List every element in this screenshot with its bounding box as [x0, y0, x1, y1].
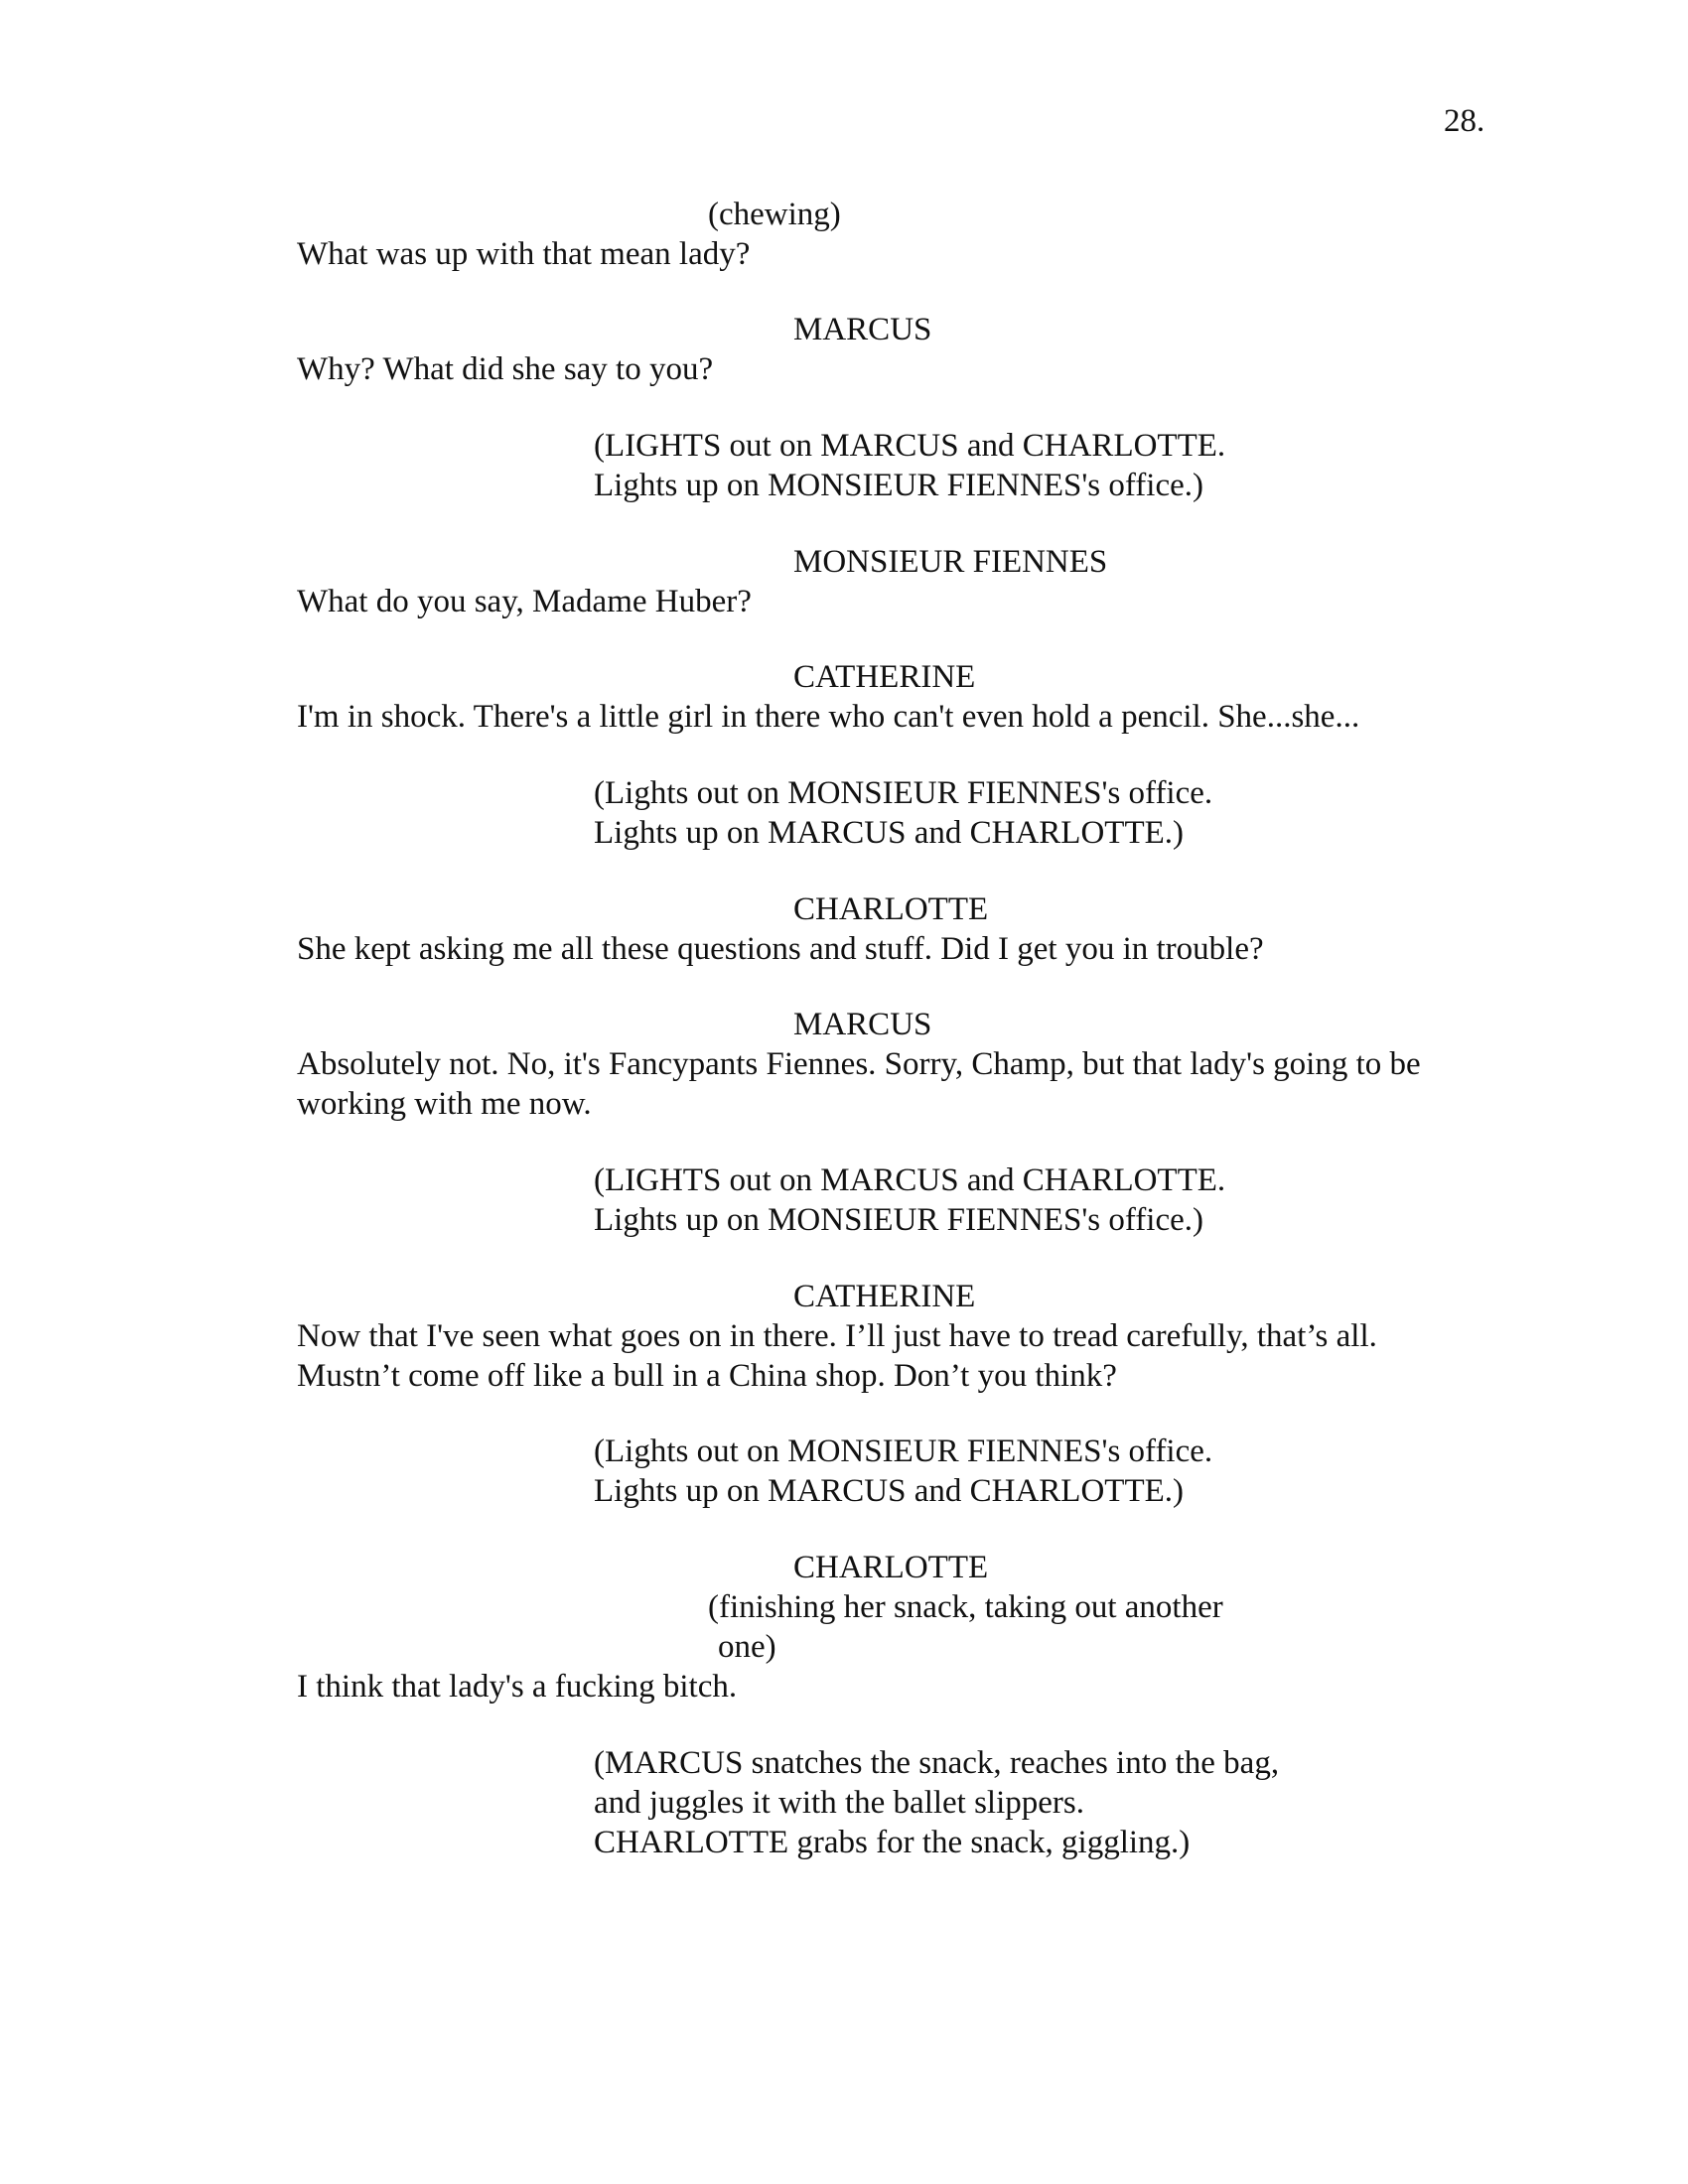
dialogue-line: What do you say, Madame Huber? [297, 584, 752, 619]
dialogue-line: working with me now. [297, 1086, 592, 1122]
parenthetical: (chewing) [708, 197, 841, 232]
stage-direction: (LIGHTS out on MARCUS and CHARLOTTE. [594, 428, 1226, 464]
character-name: MONSIEUR FIENNES [793, 544, 1108, 580]
character-name: CATHERINE [793, 1279, 976, 1314]
stage-direction: Lights up on MONSIEUR FIENNES's office.) [594, 468, 1203, 503]
stage-direction: Lights up on MONSIEUR FIENNES's office.) [594, 1202, 1203, 1238]
character-name: CHARLOTTE [793, 1550, 989, 1585]
dialogue-line: Mustn’t come off like a bull in a China shop. Don’t you think? [297, 1358, 1117, 1394]
dialogue-line: I think that lady's a fucking bitch. [297, 1669, 738, 1705]
parenthetical: one) [718, 1629, 776, 1665]
dialogue-line: She kept asking me all these questions and stuff. Did I get you in trouble? [297, 931, 1264, 967]
character-name: CHARLOTTE [793, 891, 989, 927]
character-name: CATHERINE [793, 659, 976, 695]
stage-direction: (Lights out on MONSIEUR FIENNES's office. [594, 775, 1213, 811]
parenthetical: (finishing her snack, taking out another [708, 1589, 1223, 1625]
stage-direction: CHARLOTTE grabs for the snack, giggling.) [594, 1825, 1191, 1860]
stage-direction: Lights up on MARCUS and CHARLOTTE.) [594, 1473, 1184, 1509]
page-number: 28. [1444, 103, 1485, 139]
character-name: MARCUS [793, 1007, 932, 1042]
dialogue-line: I'm in shock. There's a little girl in there who can't even hold a pencil. She...she... [297, 699, 1360, 735]
dialogue-line: Now that I've seen what goes on in there. I’ll just have to tread carefully, that’s all. [297, 1318, 1377, 1354]
stage-direction: (LIGHTS out on MARCUS and CHARLOTTE. [594, 1162, 1226, 1198]
dialogue-line: What was up with that mean lady? [297, 236, 751, 272]
dialogue-line: Why? What did she say to you? [297, 351, 714, 387]
stage-direction: Lights up on MARCUS and CHARLOTTE.) [594, 815, 1184, 851]
stage-direction: (MARCUS snatches the snack, reaches into the bag, [594, 1745, 1280, 1781]
stage-direction: and juggles it with the ballet slippers. [594, 1785, 1085, 1821]
character-name: MARCUS [793, 312, 932, 347]
stage-direction: (Lights out on MONSIEUR FIENNES's office. [594, 1433, 1213, 1469]
dialogue-line: Absolutely not. No, it's Fancypants Fiennes. Sorry, Champ, but that lady's going to be [297, 1046, 1421, 1082]
